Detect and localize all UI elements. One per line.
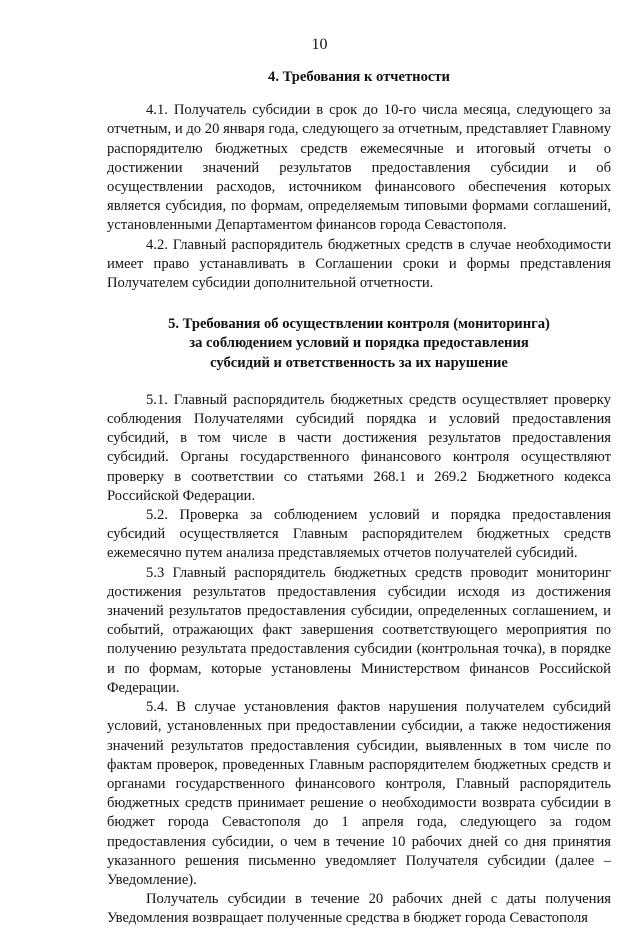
paragraph-5-4-continued: Получатель субсидии в течение 20 рабочих дней с даты получения Уведомления возвращает полученные средства в бюджет города Севастополя xyxy=(107,891,611,927)
paragraph-5-2: 5.2. Проверка за соблюдением условий и порядка предоставления субсидий осуществляется Главным распорядителем бюджетных средств ежемесячно путем анализа представляемых отчетов получателей субсидий. xyxy=(107,507,611,562)
paragraph-4-1: 4.1. Получатель субсидии в срок до 10-го числа месяца, следующего за отчетным, и до 20 января года, следующего за отчетным, представляет Главному распорядителю бюджетных средств ежемесячные и итоговый отчеты о достижении значений результатов предоставления субсидии и об осуществлении расходов, источником финансового обеспечения которых является субсидия, по формам, определяемым типовыми формами соглашений, установленными Департаментом финансов города Севастополя. xyxy=(107,102,611,234)
document-body xyxy=(107,68,611,929)
section-5-heading-line: субсидий и ответственность за их нарушение xyxy=(210,354,508,371)
section-5-heading-line: 5. Требования об осуществлении контроля (мониторинга) xyxy=(168,316,550,333)
section-5 xyxy=(107,315,611,928)
paragraph-5-4: 5.4. В случае установления фактов нарушения получателем субсидий условий, установленных при предоставлении субсидии, а также недостижения значений результатов предоставления субсидии, выявленных в том числе по фактам проверок, проведенных Главным распорядителем бюджетных средств и органами государственного финансового контроля, Главный распорядитель бюджетных средств принимает решение о необходимости возврата субсидии в бюджет города Севастополя до 1 апреля года, следующего за годом предоставления субсидии, о чем в течение 10 рабочих дней со дня принятия указанного решения письменно уведомляет Получателя субсидии (далее – Уведомление). xyxy=(107,699,611,888)
page-number: 10 xyxy=(311,36,328,53)
section-4 xyxy=(107,68,611,293)
section-4-heading: 4. Требования к отчетности xyxy=(268,69,450,85)
section-5-heading-line: за соблюдением условий и порядка предоставления xyxy=(189,335,529,352)
section-5-heading xyxy=(107,315,611,373)
paragraph-5-3: 5.3 Главный распорядитель бюджетных средств проводит мониторинг достижения результатов предоставления субсидии исходя из достижения значений результатов предоставления субсидии, определенных соглашением, и событий, отражающих факт завершения соответствующего мероприятия по получению результата предоставления субсидии (контрольная точка), в порядке и по формам, которые установлены Министерством финансов Российской Федерации. xyxy=(107,564,611,696)
paragraph-4-2: 4.2. Главный распорядитель бюджетных средств в случае необходимости имеет право устанавливать в Соглашении сроки и формы представления Получателем субсидии дополнительной отчетности. xyxy=(107,236,611,292)
paragraph-5-1: 5.1. Главный распорядитель бюджетных средств осуществляет проверку соблюдения Получателями субсидий порядка и условий предоставления субсидий, в том числе в части достижения результатов предоставления субсидий. Органы государственного финансового контроля осуществляют проверку в соответствии со статьями 268.1 и 269.2 Бюджетного кодекса Российской Федерации. xyxy=(107,391,611,504)
